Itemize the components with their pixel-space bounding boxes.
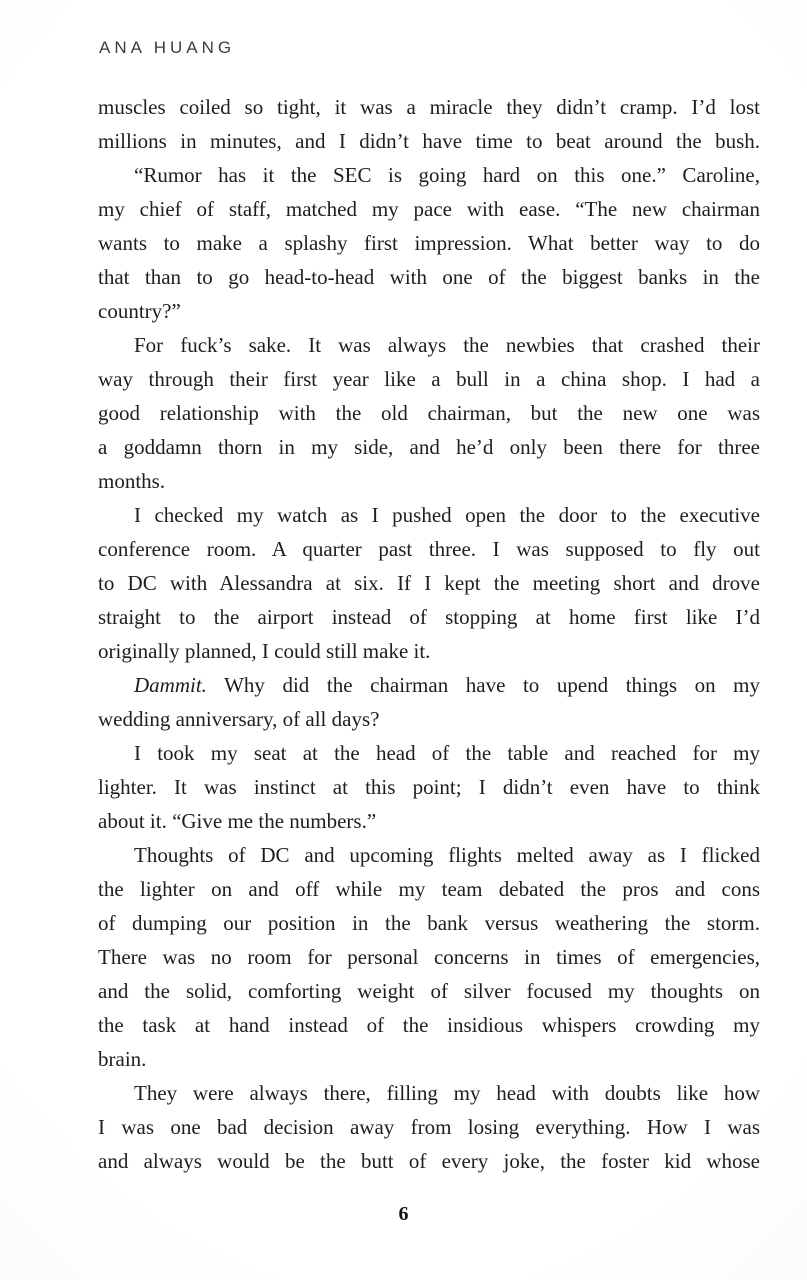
text-line: wedding anniversary, of all days? bbox=[98, 707, 380, 731]
text-line: conference room. A quarter past three. I was supposed to fly out bbox=[98, 537, 760, 561]
text-line: country?” bbox=[98, 299, 181, 323]
page-number: 6 bbox=[398, 1203, 409, 1225]
text-line: lighter. It was instinct at this point; I didn’t even have to think bbox=[98, 775, 760, 799]
text-line: millions in minutes, and I didn’t have time to beat around the bush. bbox=[98, 129, 760, 153]
text-line: Thoughts of DC and upcoming flights melted away as I flicked bbox=[134, 843, 760, 867]
text-line: originally planned, I could still make it. bbox=[98, 639, 431, 663]
text-line: and always would be the butt of every joke, the foster kid whose bbox=[98, 1149, 760, 1173]
text-line: way through their first year like a bull in a china shop. I had a bbox=[98, 367, 760, 391]
text-line: about it. “Give me the numbers.” bbox=[98, 809, 377, 833]
italic-text: Dammit. bbox=[134, 673, 207, 697]
text-line: and the solid, comforting weight of silver focused my thoughts on bbox=[98, 979, 760, 1003]
text-line: good relationship with the old chairman, but the new one was bbox=[98, 401, 760, 425]
body-text bbox=[98, 90, 760, 1178]
text-line: the task at hand instead of the insidious whispers crowding my bbox=[98, 1013, 760, 1037]
text-line: that than to go head-to-head with one of the biggest banks in the bbox=[98, 265, 760, 289]
text-line: my chief of staff, matched my pace with ease. “The new chairman bbox=[98, 197, 760, 221]
text-line: to DC with Alessandra at six. If I kept the meeting short and drove bbox=[98, 571, 760, 595]
text-line: Dammit. Why did the chairman have to upend things on my bbox=[134, 673, 760, 697]
text-line: There was no room for personal concerns in times of emergencies, bbox=[98, 945, 760, 969]
text-line: I took my seat at the head of the table and reached for my bbox=[134, 741, 760, 765]
text-line: For fuck’s sake. It was always the newbies that crashed their bbox=[134, 333, 760, 357]
text-line: wants to make a splashy first impression. What better way to do bbox=[98, 231, 760, 255]
text-line: the lighter on and off while my team debated the pros and cons bbox=[98, 877, 760, 901]
text-line: I checked my watch as I pushed open the door to the executive bbox=[134, 503, 760, 527]
text-line: months. bbox=[98, 469, 166, 493]
text-line: “Rumor has it the SEC is going hard on this one.” Caroline, bbox=[134, 163, 760, 187]
text-line: muscles coiled so tight, it was a miracle they didn’t cramp. I’d lost bbox=[98, 95, 760, 119]
running-header: ANA HUANG bbox=[99, 38, 236, 57]
text-line: They were always there, filling my head with doubts like how bbox=[134, 1081, 760, 1105]
text-line: I was one bad decision away from losing everything. How I was bbox=[98, 1115, 760, 1139]
text-line: of dumping our position in the bank versus weathering the storm. bbox=[98, 911, 760, 935]
text-line: a goddamn thorn in my side, and he’d only been there for three bbox=[98, 435, 760, 459]
text-line: brain. bbox=[98, 1047, 147, 1071]
text-line: straight to the airport instead of stopping at home first like I’d bbox=[98, 605, 760, 629]
